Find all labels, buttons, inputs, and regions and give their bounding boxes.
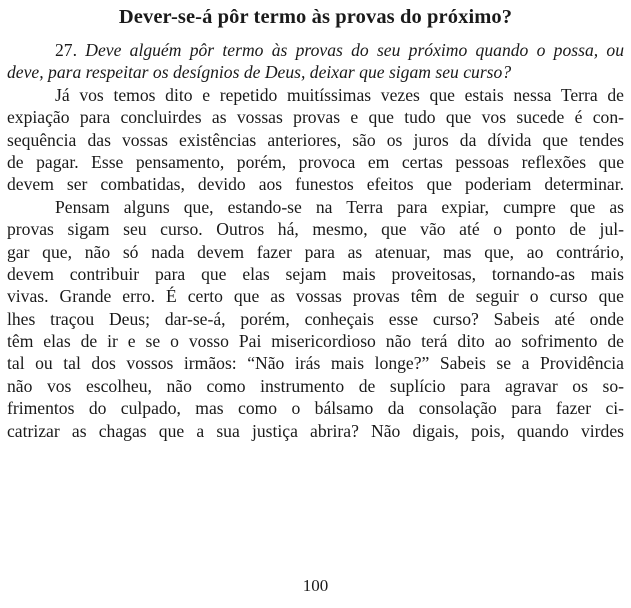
paragraph-1-line: sequência das vossas existências anteriores, são os juros da dívida que tendes bbox=[7, 129, 624, 150]
page-number: 100 bbox=[302, 576, 329, 595]
paragraph-2-line: catrizar as chagas que a sua justiça abrira? Não digais, pois, quando virdes bbox=[7, 420, 624, 441]
paragraph-2-line: devem contribuir para que elas sejam mais proveitosas, tornando-as mais bbox=[7, 263, 624, 284]
body-text bbox=[7, 39, 624, 442]
paragraph-2-line: não vos escolheu, não como instrumento de suplício para agravar os so- bbox=[7, 375, 624, 396]
paragraph-2-line: tal ou tal dos vossos irmãos: “Não irás mais longe?” Sabeis se a Providência bbox=[7, 353, 624, 374]
question-text: Deve alguém pôr termo às provas do seu próximo quando o possa, ou bbox=[77, 40, 624, 60]
paragraph-2-line: lhes traçou Deus; dar-se-á, porém, conheçais esse curso? Sabeis até onde bbox=[7, 308, 624, 329]
paragraph-1-line: devem ser combatidas, devido aos funestos efeitos que poderiam determinar. bbox=[7, 174, 624, 195]
paragraph-1-line: Já vos temos dito e repetido muitíssimas vezes que estais nessa Terra de bbox=[55, 84, 624, 105]
question-line-2: deve, para respeitar os desígnios de Deus, deixar que sigam seu curso? bbox=[7, 62, 512, 83]
paragraph-2-line: gar que, não só nada devem fazer para as atenuar, mas que, ao contrário, bbox=[7, 241, 624, 262]
section-heading: Dever-se-á pôr termo às provas do próximo? bbox=[118, 6, 513, 28]
paragraph-1-line: expiação para concluirdes as vossas provas e que tudo que vos sucede é con- bbox=[7, 107, 624, 128]
paragraph-2-line: frimentos do culpado, mas como o bálsamo da consolação para fazer ci- bbox=[7, 398, 624, 419]
question-line-1 bbox=[7, 39, 624, 61]
paragraph-1-line: de pagar. Esse pensamento, porém, provoca em certas pessoas reflexões que bbox=[7, 151, 624, 172]
paragraph-2-line: Pensam alguns que, estando-se na Terra para expiar, cumpre que as bbox=[55, 196, 624, 217]
paragraph-2-line: têm elas de ir e se o vosso Pai misericordioso não terá dito ao sofrimento de bbox=[7, 331, 624, 352]
paragraph-2-line: provas sigam seu curso. Outros há, mesmo, que vão até o ponto de jul- bbox=[7, 219, 624, 240]
question-number: 27. bbox=[55, 40, 77, 60]
paragraph-2-line: vivas. Grande erro. É certo que as vossas provas têm de seguir o curso que bbox=[7, 286, 624, 307]
